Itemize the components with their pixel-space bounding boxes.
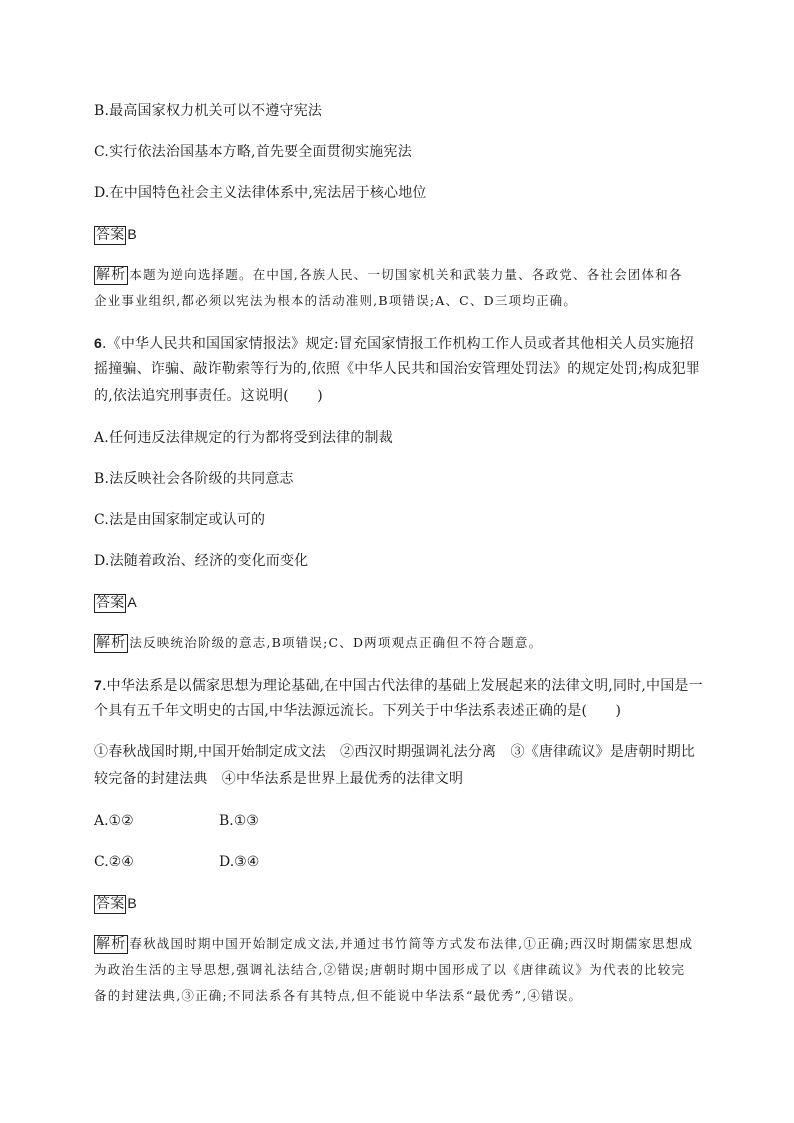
q7-statements-line-2: 较完备的封建法典 ④中华法系是世界上最优秀的法律文明 bbox=[94, 771, 464, 787]
analysis-text: 春秋战国时期中国开始制定成文法,并通过书竹简等方式发布法律,①正确;西汉时期儒家思想成 bbox=[129, 936, 694, 951]
q5-option-c: C.实行依法治国基本方略,首先要全面贯彻实施宪法 bbox=[94, 144, 412, 160]
analysis-text: 法反映统治阶级的意志,B项错误;C、D两项观点正确但不符合题意。 bbox=[129, 635, 543, 650]
analysis-text: 本题为逆向选择题。在中国,各族人民、一切国家机关和武装力量、各政党、各社会团体和各 bbox=[129, 267, 683, 282]
q7-option-b: B.①③ bbox=[219, 813, 259, 829]
answer-value: B bbox=[127, 895, 137, 911]
q5-option-d: D.在中国特色社会主义法律体系中,宪法居于核心地位 bbox=[94, 185, 427, 201]
question-number: 6 bbox=[94, 335, 102, 351]
answer-label: 答案 bbox=[96, 896, 125, 912]
q7-option-c: C.②④ bbox=[94, 854, 134, 870]
q6-option-c: C.法是由国家制定或认可的 bbox=[94, 512, 266, 528]
q7-stem-line-1 bbox=[94, 675, 703, 696]
q6-stem-text: .《中华人民共和国国家情报法》规定:冒充国家情报工作机构工作人员或者其他相关人员实施招 bbox=[102, 336, 694, 352]
answer-value: A bbox=[127, 594, 137, 610]
q6-option-d: D.法随着政治、经济的变化而变化 bbox=[94, 553, 309, 569]
analysis-label: 解析 bbox=[96, 267, 127, 283]
analysis-label: 解析 bbox=[96, 936, 127, 952]
q7-stem-line-2: 个具有五千年文明史的古国,中华法源远流长。下列关于中华法系表述正确的是( ) bbox=[94, 703, 622, 719]
q7-analysis-line-1 bbox=[94, 934, 693, 954]
analysis-label: 解析 bbox=[96, 635, 127, 651]
answer-label: 答案 bbox=[96, 595, 125, 611]
q7-option-a: A.①② bbox=[94, 813, 134, 829]
q6-stem-line-3: 的,依法追究刑事责任。这说明( ) bbox=[94, 388, 323, 404]
q7-options-row-2 bbox=[94, 852, 260, 872]
q7-analysis-line-3: 备的封建法典,③正确;不同法系各有其特点,但不能说中华法系“最优秀”,④错误。 bbox=[94, 988, 583, 1003]
q6-option-b: B.法反映社会各阶级的共同意志 bbox=[94, 471, 294, 487]
q5-answer bbox=[94, 224, 137, 245]
answer-value: B bbox=[127, 226, 137, 242]
q6-stem-line-1 bbox=[94, 333, 694, 354]
q6-answer bbox=[94, 592, 137, 613]
q5-analysis-line-1 bbox=[94, 265, 683, 285]
q6-stem-line-2: 摇撞骗、诈骗、敲诈勒索等行为的,依照《中华人民共和国治安管理处罚法》的规定处罚;构成犯罪 bbox=[94, 361, 700, 377]
q5-analysis-line-2: 企业事业组织,都必须以宪法为根本的活动准则,B项错误;A、C、D三项均正确。 bbox=[94, 293, 578, 308]
answer-label: 答案 bbox=[96, 227, 125, 243]
question-number: 7 bbox=[94, 677, 102, 693]
q6-option-a: A.任何违反法律规定的行为都将受到法律的制裁 bbox=[94, 430, 393, 446]
q7-statements-line-1: ①春秋战国时期,中国开始制定成文法 ②西汉时期强调礼法分离 ③《唐律疏议》是唐朝时期比 bbox=[94, 744, 696, 760]
q7-answer bbox=[94, 893, 137, 914]
q7-stem-text: .中华法系是以儒家思想为理论基础,在中国古代法律的基础上发展起来的法律文明,同时,中国是一 bbox=[102, 678, 703, 694]
q7-option-d: D.③④ bbox=[219, 854, 260, 870]
q7-options-row-1 bbox=[94, 811, 259, 831]
q5-option-b: B.最高国家权力机关可以不遵守宪法 bbox=[94, 103, 323, 119]
q7-analysis-line-2: 为政治生活的主导思想,强调礼法结合,②错误;唐朝时期中国形成了以《唐律疏议》为代表的比较完 bbox=[94, 962, 686, 977]
q6-analysis-line-1 bbox=[94, 633, 542, 653]
